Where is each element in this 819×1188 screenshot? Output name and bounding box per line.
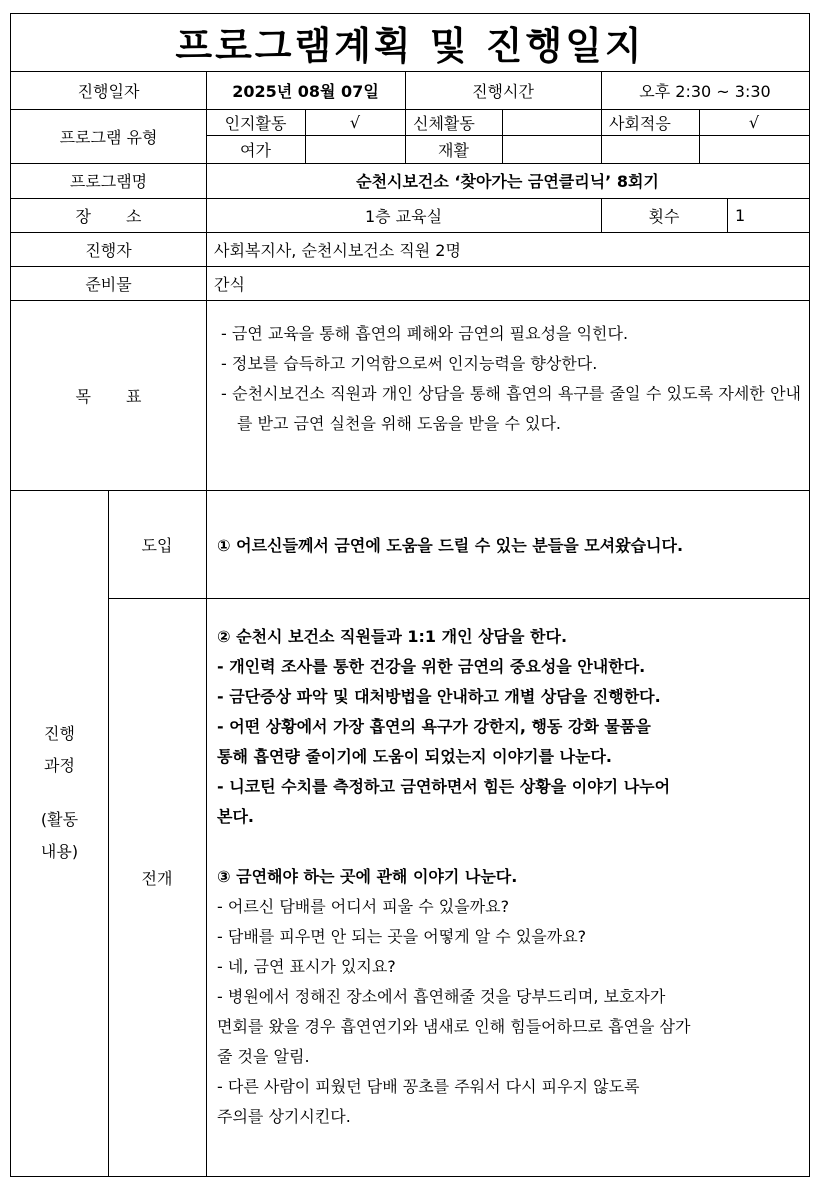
goals-label: 목 표 — [75, 386, 142, 406]
goal-item: - 순천시보건소 직원과 개인 상담을 통해 흡연의 욕구를 줄일 수 있도록 자세한 안내를 받고 금연 실천을 위해 도움을 받을 수 있다. — [221, 384, 801, 433]
dev-line: - 금단증상 파악 및 대처방법을 안내하고 개별 상담을 진행한다. — [217, 687, 661, 706]
type-physical: 신체활동 — [413, 113, 475, 133]
host-label: 진행자 — [85, 240, 132, 260]
process-label-line: 과정 — [44, 756, 75, 775]
development-label: 전개 — [141, 868, 173, 888]
type-cognitive-check: √ — [349, 112, 361, 132]
program-type-label: 프로그램 유형 — [59, 127, 158, 147]
dev-line: 주의를 상기시킨다. — [217, 1107, 351, 1126]
type-physical-check — [502, 109, 601, 135]
intro-label: 도입 — [141, 535, 173, 555]
dev-line: - 니코틴 수치를 측정하고 금연하면서 힘든 상황을 이야기 나누어 — [217, 777, 671, 796]
type-cognitive: 인지활동 — [224, 113, 287, 133]
dev-line — [217, 832, 805, 862]
supplies-label: 준비물 — [85, 274, 132, 294]
type-social-check: √ — [748, 112, 760, 132]
place-label: 장 소 — [75, 206, 142, 226]
process-label-line: 내용) — [40, 842, 79, 861]
development-text — [217, 622, 805, 1132]
goal-item: - 금연 교육을 통해 흡연의 폐해와 금연의 필요성을 익힌다. — [221, 324, 629, 343]
dev-line: 줄 것을 알림. — [217, 1047, 310, 1066]
dev-line: ② 순천시 보건소 직원들과 1:1 개인 상담을 한다. — [217, 627, 568, 646]
dev-line: - 어떤 상황에서 가장 흡연의 욕구가 강한지, 행동 강화 물품을 — [217, 717, 651, 736]
process-label-line: (활동 — [40, 810, 79, 829]
dev-line: 통해 흡연량 줄이기에 도움이 되었는지 이야기를 나눈다. — [217, 747, 612, 766]
dev-line: - 개인력 조사를 통한 건강을 위한 금연의 중요성을 안내한다. — [217, 657, 646, 676]
type-social: 사회적응 — [609, 113, 671, 133]
time-value: 오후 2:30 ~ 3:30 — [639, 81, 771, 101]
dev-line: - 어르신 담배를 어디서 피울 수 있을까요? — [217, 897, 510, 916]
type-rehab-check — [502, 135, 601, 163]
type-rehab: 재활 — [438, 140, 469, 160]
goal-item: - 정보를 습득하고 기억함으로써 인지능력을 향상한다. — [221, 354, 598, 373]
dev-line: - 병원에서 정해진 장소에서 흡연해줄 것을 당부드리며, 보호자가 — [217, 987, 666, 1006]
program-name-label: 프로그램명 — [69, 172, 148, 191]
dev-line: 면회를 왔을 경우 흡연연기와 냄새로 인해 힘들어하므로 흡연을 삼가 — [217, 1017, 691, 1036]
time-label: 진행시간 — [472, 81, 534, 101]
intro-text: ① 어르신들께서 금연에 도움을 드릴 수 있는 분들을 모셔왔습니다. — [217, 535, 684, 555]
process-label — [11, 490, 108, 1176]
page-title: 프로그램계획 및 진행일지 — [175, 24, 645, 68]
count-value: 1 — [735, 205, 746, 225]
program-name-value: 순천시보건소 ‘찾아가는 금연클리닉’ 8회기 — [356, 172, 659, 191]
count-label: 횟수 — [648, 206, 680, 226]
host-value: 사회복지사, 순천시보건소 직원 2명 — [214, 240, 461, 260]
supplies-value: 간식 — [214, 274, 245, 294]
dev-line: - 다른 사람이 피웠던 담배 꽁초를 주워서 다시 피우지 않도록 — [217, 1077, 640, 1096]
goals-list — [211, 319, 801, 439]
dev-line: ③ 금연해야 하는 곳에 관해 이야기 나눈다. — [217, 867, 518, 886]
dev-line: 본다. — [217, 807, 254, 826]
type-leisure: 여가 — [240, 140, 271, 160]
rule — [108, 598, 809, 599]
place-value: 1층 교육실 — [364, 206, 443, 226]
date-label: 진행일자 — [77, 81, 140, 101]
process-label-line: 진행 — [44, 724, 75, 743]
type-leisure-check — [305, 135, 405, 163]
dev-line: - 네, 금연 표시가 있지요? — [217, 957, 396, 976]
program-log-sheet — [10, 13, 810, 1177]
dev-line: - 담배를 피우면 안 되는 곳을 어떻게 알 수 있을까요? — [217, 927, 587, 946]
date-value: 2025년 08월 07일 — [232, 81, 379, 101]
